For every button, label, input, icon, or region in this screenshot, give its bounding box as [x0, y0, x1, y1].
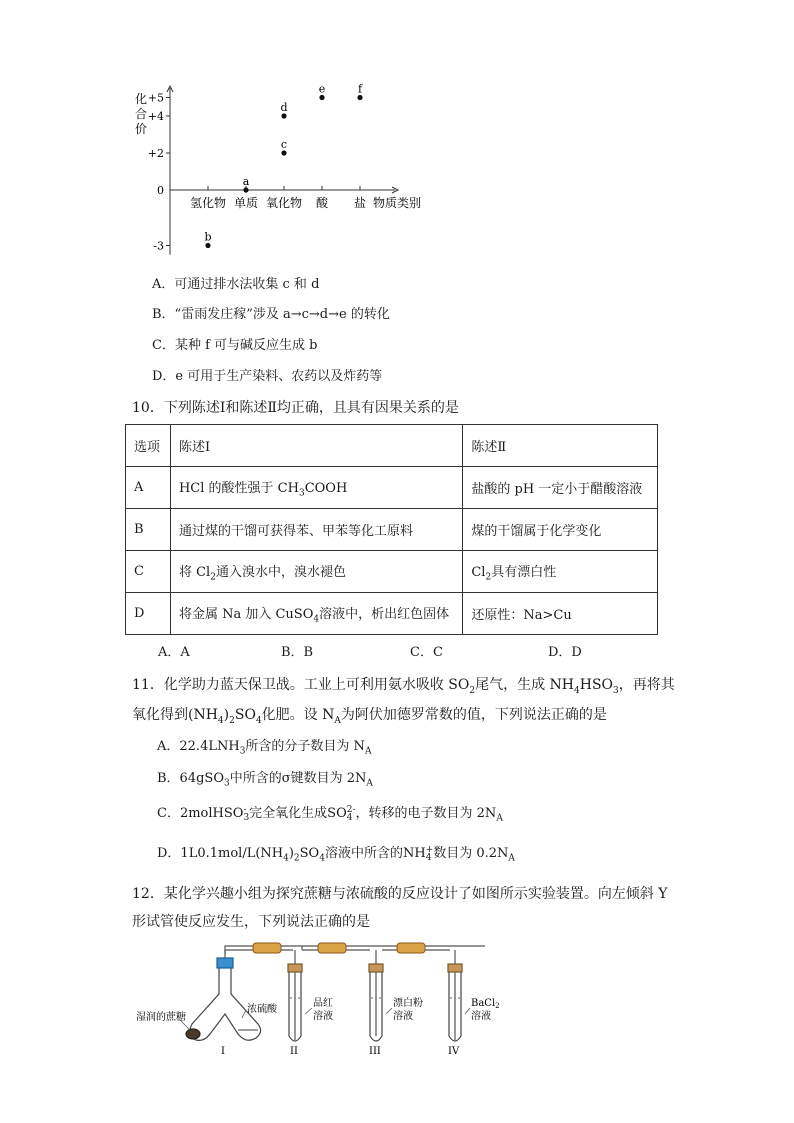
- x-tick-label: 盐: [353, 196, 367, 210]
- row-statement-2: 还原性：Na>Cu: [463, 593, 658, 635]
- y-axis-label-char: 合: [135, 107, 148, 121]
- header-statement-2: 陈述Ⅱ: [463, 425, 658, 467]
- data-label-f: f: [357, 82, 363, 96]
- q11-option-b: B．64gSO$_3$中所含的σ键数目为 $2N_A$: [157, 771, 373, 789]
- table-row: [126, 509, 658, 551]
- data-point-b: [205, 243, 210, 248]
- row-option: A: [126, 467, 171, 509]
- label-tube-3: III: [369, 1046, 381, 1057]
- label-tube3-line1: 漂白粉: [393, 998, 423, 1009]
- q9-option-c: C．某种 f 可与碱反应生成 b: [152, 338, 318, 353]
- x-axis-label: 物质类别: [373, 196, 422, 210]
- y-tick-label: -3: [153, 239, 164, 253]
- y-tick-label: +2: [147, 147, 164, 160]
- label-tube2-line2: 溶液: [313, 1011, 333, 1022]
- row-statement-2: 盐酸的 pH 一定小于醋酸溶液: [463, 467, 658, 509]
- x-tick-label: 氢化物: [189, 196, 227, 210]
- data-label-d: d: [280, 101, 288, 114]
- label-tube4-line2: 溶液: [471, 1011, 491, 1022]
- data-label-c: c: [280, 138, 288, 151]
- q9-option-d: D．e 可用于生产染料、农药以及炸药等: [152, 369, 383, 384]
- table-row: [126, 593, 658, 635]
- q10-stem: 10．下列陈述Ⅰ和陈述Ⅱ均正确，且具有因果关系的是: [132, 400, 459, 416]
- label-tube-2: II: [290, 1046, 298, 1057]
- table-row: [126, 467, 658, 509]
- q12-stem-line1: 12．某化学兴趣小组为探究蔗糖与浓硫酸的反应设计了如图所示实验装置。向左倾斜 Y: [132, 886, 668, 902]
- q9-option-a: A．可通过排水法收集 c 和 d: [152, 277, 320, 292]
- q10-table: [125, 424, 658, 635]
- y-tick-label: 0: [157, 184, 164, 197]
- rubber-joint: [318, 943, 346, 953]
- q11-stem-line2: 氧化得到$(NH_4)_2SO_4$化肥。设 $N_A$为阿伏加德罗常数的值，下列说法正确的是: [132, 707, 607, 726]
- valence-chart: [130, 80, 440, 260]
- table-row: [126, 551, 658, 593]
- q10-choice-a: A．A: [158, 645, 190, 660]
- x-tick-label: 酸: [315, 196, 329, 210]
- label-tube2-line1: 品红: [313, 998, 333, 1009]
- table-header-row: [126, 425, 658, 467]
- data-label-e: e: [318, 82, 326, 96]
- q11-option-c: C．2molHSO - 3 完全氧化生成SO 2- 4 ，转移的电子数目为 $2N_A$: [157, 804, 503, 824]
- q10-choice-b: B．B: [281, 645, 314, 660]
- data-label-b: b: [204, 230, 212, 244]
- q12-stem-line2: 形试管使反应发生，下列说法正确的是: [132, 914, 370, 930]
- rubber-joint: [253, 943, 281, 953]
- q10-choice-d: D．D: [548, 645, 582, 660]
- row-statement-1: 将 $Cl_2$通入溴水中，溴水褪色: [170, 551, 462, 593]
- data-point-a: [243, 187, 248, 192]
- row-statement-1: HCl 的酸性强于 $CH_3COOH$: [170, 467, 462, 509]
- row-statement-2: $Cl_2$具有漂白性: [463, 551, 658, 593]
- connecting-tubes: [225, 946, 485, 1040]
- row-option: D: [126, 593, 171, 635]
- y-axis-label-char: 化: [135, 92, 148, 106]
- label-tube-1: I: [221, 1046, 225, 1057]
- y-tick-label: +5: [147, 91, 164, 105]
- y-tick-label: +4: [147, 110, 164, 123]
- x-tick-label: 单质: [233, 196, 259, 210]
- label-wet-sugar: 湿润的蔗糖: [136, 1012, 186, 1023]
- data-point-c: [281, 150, 286, 155]
- row-statement-1: 将金属 Na 加入 CuSO$_4$溶液中，析出红色固体: [170, 593, 462, 635]
- row-statement-2: 煤的干馏属于化学变化: [463, 509, 658, 551]
- x-tick-label: 氧化物: [265, 196, 303, 210]
- apparatus-diagram: [130, 936, 500, 1061]
- q11-option-d: D．$1L0.1mol/L(NH_4)_2SO_4$溶液中所含的NH + 4 数目为 $0.2N_A$: [157, 844, 515, 864]
- label-tube-4: IV: [448, 1046, 460, 1057]
- row-option: B: [126, 509, 171, 551]
- header-statement-1: 陈述Ⅰ: [170, 425, 462, 467]
- y-axis-label-char: 价: [135, 122, 148, 136]
- row-option: C: [126, 551, 171, 593]
- y-tube: [186, 958, 261, 1040]
- q11-stem-line1: 11．化学助力蓝天保卫战。工业上可利用氨水吸收 $SO_2$尾气，生成 $NH_4HSO_3$，再将其: [132, 677, 675, 696]
- q10-choice-c: C．C: [410, 645, 443, 660]
- label-tube4-line1: BaCl$_2$: [471, 998, 500, 1010]
- data-point-f: [357, 95, 362, 100]
- rubber-joint: [397, 943, 425, 953]
- row-statement-1: 通过煤的干馏可获得苯、甲苯等化工原料: [170, 509, 462, 551]
- label-tube3-line2: 溶液: [393, 1011, 413, 1022]
- header-option: 选项: [126, 425, 171, 467]
- data-label-a: a: [242, 175, 250, 188]
- data-point-e: [319, 95, 324, 100]
- label-conc-acid: 浓硫酸: [247, 1004, 277, 1015]
- q11-option-a: A．$22.4LNH_3$所含的分子数目为 $N_A$: [157, 739, 372, 757]
- data-point-d: [281, 113, 286, 118]
- q9-option-b: B．“雷雨发庄稼”涉及 a→c→d→e 的转化: [152, 307, 390, 322]
